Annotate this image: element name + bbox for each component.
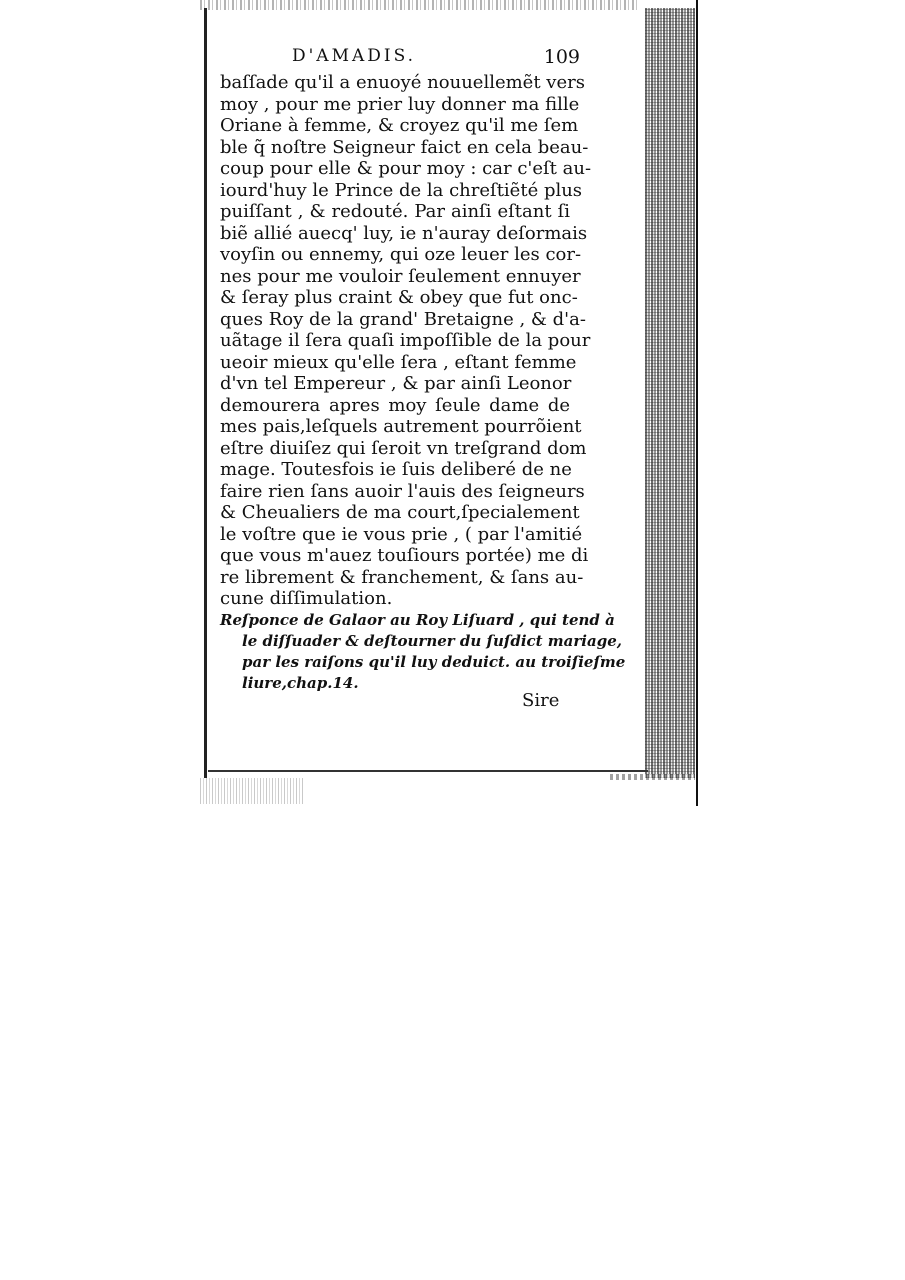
text-line: ble q̃ noſtre Seigneur faict en cela beau- bbox=[220, 136, 589, 158]
text-line: iourd'huy le Prince de la chreſtiẽté plus bbox=[220, 179, 583, 201]
book-fore-edge-line bbox=[696, 0, 698, 806]
scan-noise bbox=[200, 778, 305, 804]
text-line: baſſade qu'il a enuoyé nouuellemẽt vers bbox=[220, 72, 585, 93]
text-line: & Cheualiers de ma court,ſpecialement bbox=[220, 502, 580, 523]
text-line: re librement & franchement, & ſans au- bbox=[220, 566, 584, 588]
text-line: cune diſſimulation. bbox=[220, 588, 393, 609]
page-left-edge bbox=[204, 8, 207, 778]
running-title: D'AMADIS. bbox=[292, 46, 417, 66]
page-bottom-shadow bbox=[610, 774, 695, 780]
text-line: demourera apres moy ſeule dame de bbox=[220, 394, 570, 416]
page-top-edge bbox=[200, 0, 640, 10]
rubric-line: liure,chap.14. bbox=[242, 674, 359, 692]
text-line: puiſſant , & redouté. Par ainſi eſtant ſi bbox=[220, 201, 570, 222]
text-line: biẽ allié auecq' luy, ie n'auray deſormais bbox=[220, 222, 588, 244]
text-line: nes pour me vouloir ſeulement ennuyer bbox=[220, 265, 581, 287]
text-line: coup pour elle & pour moy : car c'eſt au- bbox=[220, 158, 592, 179]
text-line: uãtage il ſera quaſi impoſſible de la pour bbox=[220, 330, 591, 351]
text-line: eſtre diuiſez qui ſeroit vn treſgrand dom bbox=[220, 437, 587, 459]
text-line: faire rien ſans auoir l'auis des ſeigneurs bbox=[220, 480, 585, 502]
text-line: le voſtre que ie vous prie , ( par l'amitié bbox=[220, 523, 583, 545]
text-line: & ſeray plus craint & obey que fut onc- bbox=[220, 287, 578, 308]
rubric-line: Reſponce de Galaor au Roy Liſuard , qui tend à bbox=[220, 611, 615, 629]
chapter-rubric bbox=[220, 610, 626, 694]
body-text bbox=[220, 72, 592, 610]
text-line: mes pais,leſquels autrement pourrõient bbox=[220, 416, 582, 437]
rubric-line: le diſſuader & deſtourner du ſuſdict mariage, bbox=[242, 632, 622, 650]
text-line: ques Roy de la grand' Bretaigne , & d'a- bbox=[220, 308, 586, 330]
rubric-line: par les raiſons qu'il luy deduict. au troiſieſme bbox=[242, 653, 626, 671]
text-line: que vous m'auez touſiours portée) me di bbox=[220, 545, 589, 566]
page-number: 109 bbox=[543, 46, 580, 68]
text-line: mage. Toutesfois ie ſuis deliberé de ne bbox=[220, 459, 572, 480]
catchword: Sire bbox=[522, 690, 560, 711]
page-bottom-edge bbox=[208, 770, 648, 772]
text-line: Oriane à femme, & croyez qu'il me ſem bbox=[220, 115, 579, 136]
page-header bbox=[222, 46, 580, 72]
book-fore-edge bbox=[645, 8, 695, 778]
text-line: ueoir mieux qu'elle ſera , eſtant femme bbox=[220, 351, 577, 373]
text-line: voyſin ou ennemy, qui oze leuer les cor- bbox=[220, 244, 582, 265]
text-line: moy , pour me prier luy donner ma fille bbox=[220, 93, 580, 115]
text-line: d'vn tel Empereur , & par ainſi Leonor bbox=[220, 373, 572, 394]
